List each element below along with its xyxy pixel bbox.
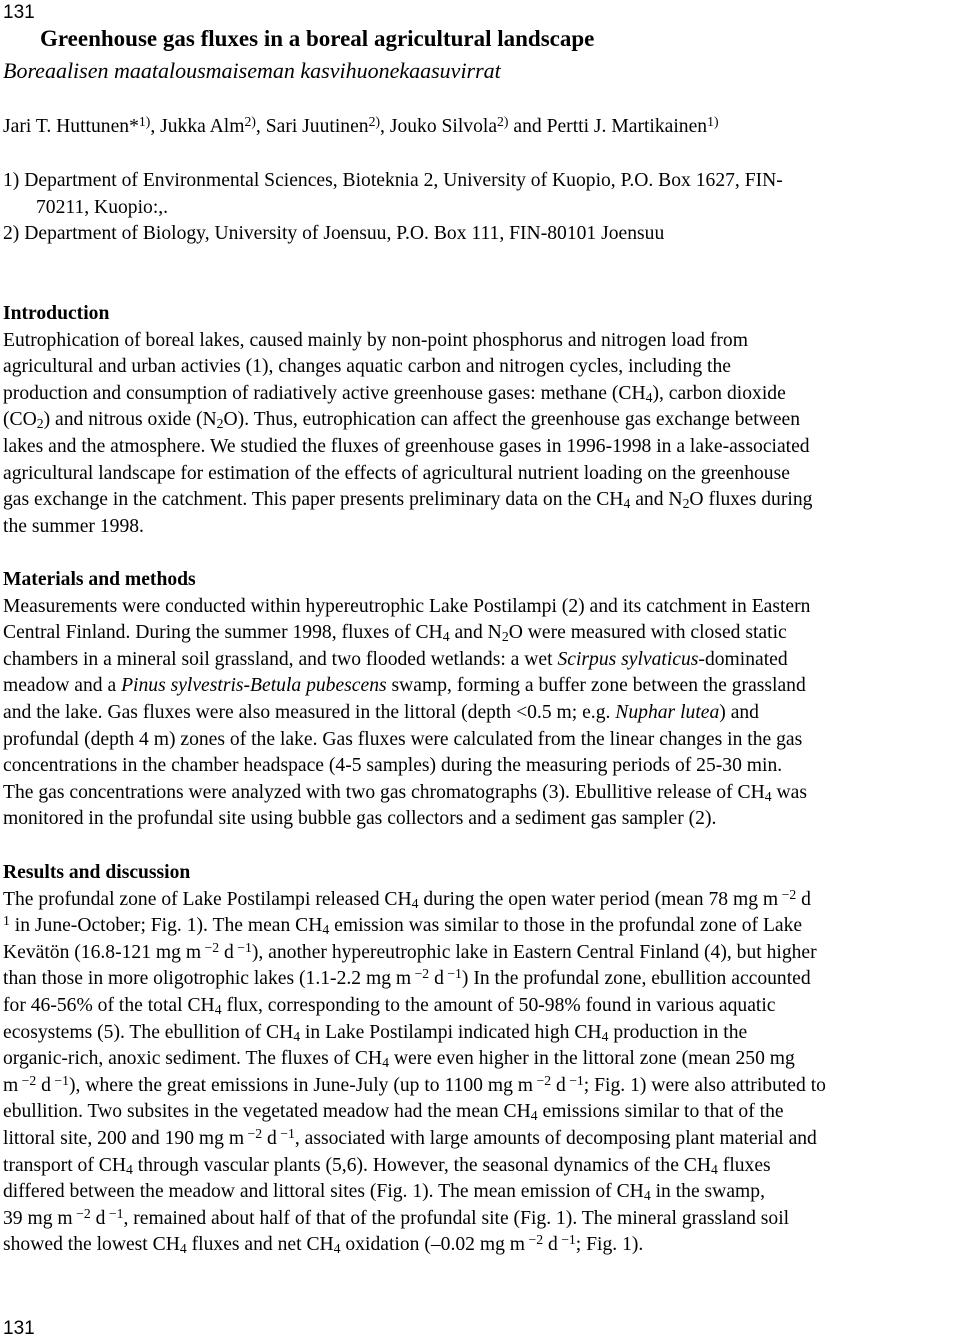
body-line: Central Finland. During the summer 1998, fluxes of $CH_4$ and $N_2O$ were measured with closed static <box>3 622 787 645</box>
author-name: , Sari Juutinen <box>255 116 369 137</box>
affiliation-2: 2) Department of Biology, University of Joensuu, P.O. Box 111, FIN-80101 Joensuu <box>3 223 665 244</box>
body-line: 39 mg m $^{-2}$ d $^{-1}$, remained about half of that of the profundal site (Fig. 1). The mineral grassland soil <box>3 1205 790 1229</box>
body-line: Kevätön (16.8-121 mg m $^{-2}$ d $^{-1}$), another hypereutrophic lake in Eastern Central Finland (4), but higher <box>3 939 817 963</box>
methods-heading: Materials and methods <box>3 569 196 590</box>
body-line: organic-rich, anoxic sediment. The fluxes of $CH_4$ were even higher in the littoral zone (mean 250 mg <box>3 1048 795 1071</box>
author-list <box>3 114 719 141</box>
body-line: the summer 1998. <box>3 515 144 537</box>
affiliation-mark: 1) <box>138 114 151 129</box>
body-line: agricultural landscape for estimation of the effects of agricultural nutrient loading on the greenhouse <box>3 462 790 484</box>
affiliation-mark: 2) <box>244 114 256 129</box>
body-line: showed the lowest $CH_4$ fluxes and net $CH_4$ oxidation (–0.02 mg m $^{-2}$ d $^{-1}$; Fig. 1). <box>3 1232 644 1257</box>
body-line: than those in more oligotrophic lakes (1.1-2.2 mg m $^{-2}$ d $^{-1}$) In the profundal zone, ebullition accounted <box>3 966 811 990</box>
introduction-section <box>3 301 958 540</box>
body-line: The gas concentrations were analyzed with two gas chromatographs (3). Ebullitive release of $CH_4$ was <box>3 781 807 804</box>
affiliation-1-continued: 70211, Kuopio:,. <box>36 197 169 218</box>
body-line: chambers in a mineral soil grassland, and two flooded wetlands: a wet Scirpus sylvaticus-dominated <box>3 648 788 670</box>
paper-title: Greenhouse gas fluxes in a boreal agricultural landscape <box>40 26 595 51</box>
body-line: transport of $CH_4$ through vascular plants (5,6). However, the seasonal dynamics of the $CH_4$ fluxes <box>3 1154 771 1177</box>
page-number-bottom: 131 <box>3 1318 35 1339</box>
body-line: Eutrophication of boreal lakes, caused mainly by non-point phosphorus and nitrogen load from <box>3 329 748 351</box>
body-line: production and consumption of radiatively active greenhouse gases: methane $(CH_4)$, carbon dioxide <box>3 382 786 405</box>
body-line: m $^{-2}$ d $^{-1}$), where the great emissions in June-July (up to 1100 mg m $^{-2}$ d $^{-1}$; Fig. 1) were also attributed to <box>3 1072 826 1096</box>
body-line: for 46-56% of the total $CH_4$ flux, corresponding to the amount of 50-98% found in various aquatic <box>3 994 776 1017</box>
body-line: gas exchange in the catchment. This paper presents preliminary data on the $CH_4$ and $N_2O$ fluxes during <box>3 489 813 512</box>
body-line: The profundal zone of Lake Postilampi released $CH_4$ during the open water period (mean 78 mg m $^{-2}$ d <box>3 886 811 911</box>
body-line: profundal (depth 4 m) zones of the lake. Gas fluxes were calculated from the linear changes in the gas <box>3 728 803 750</box>
body-line: concentrations in the chamber headspace (4-5 samples) during the measuring periods of 25-30 min. <box>3 755 783 777</box>
affiliation-1: 1) Department of Environmental Sciences, Bioteknia 2, University of Kuopio, P.O. Box 1627, FIN- <box>3 170 783 191</box>
body-line: Measurements were conducted within hypereutrophic Lake Postilampi (2) and its catchment in Eastern <box>3 595 811 617</box>
paper-subtitle: Boreaalisen maatalousmaiseman kasvihuonekaasuvirrat <box>3 58 501 83</box>
body-line: ecosystems (5). The ebullition of $CH_4$ in Lake Postilampi indicated high $CH_4$ production in the <box>3 1021 748 1044</box>
body-line: agricultural and urban activies (1), changes aquatic carbon and nitrogen cycles, including the <box>3 356 731 378</box>
body-line: monitored in the profundal site using bubble gas collectors and a sediment gas sampler (2). <box>3 808 717 830</box>
author-name: and Pertti J. Martikainen <box>508 116 708 137</box>
author-name: , Jouko Silvola <box>380 116 498 137</box>
introduction-heading: Introduction <box>3 303 110 324</box>
body-line: ebullition. Two subsites in the vegetated meadow had the mean $CH_4$ emissions similar to that of the <box>3 1101 784 1124</box>
body-line: $^1$ in June-October; Fig. 1). The mean $CH_4$ emission was similar to those in the profundal zone of Lake <box>3 913 803 938</box>
page-number-top: 131 <box>3 2 35 23</box>
author-name: , Jukka Alm <box>150 116 245 137</box>
methods-section <box>3 567 958 833</box>
body-line: littoral site, 200 and 190 mg m $^{-2}$ d $^{-1}$, associated with large amounts of decomposing plant material and <box>3 1125 817 1149</box>
author-name: Jari T. Huttunen* <box>3 116 139 137</box>
body-line: differed between the meadow and littoral sites (Fig. 1). The mean emission of $CH_4$ in the swamp, <box>3 1181 765 1204</box>
body-line: meadow and a Pinus sylvestris-Betula pubescens swamp, forming a buffer zone between the grassland <box>3 675 806 697</box>
affiliation-mark: 2) <box>368 114 381 129</box>
affiliation-mark: 1) <box>707 114 719 129</box>
body-line: $(CO_2)$ and nitrous oxide $(N_2O)$. Thus, eutrophication can affect the greenhouse gas exchange between <box>3 409 801 432</box>
results-heading: Results and discussion <box>3 862 191 883</box>
results-section <box>3 860 958 1259</box>
affiliation-mark: 2) <box>497 114 509 129</box>
body-line: and the lake. Gas fluxes were also measured in the littoral (depth <0.5 m; e.g. Nuphar lutea) and <box>3 701 759 723</box>
body-line: lakes and the atmosphere. We studied the fluxes of greenhouse gases in 1996-1998 in a lake-associated <box>3 435 810 457</box>
